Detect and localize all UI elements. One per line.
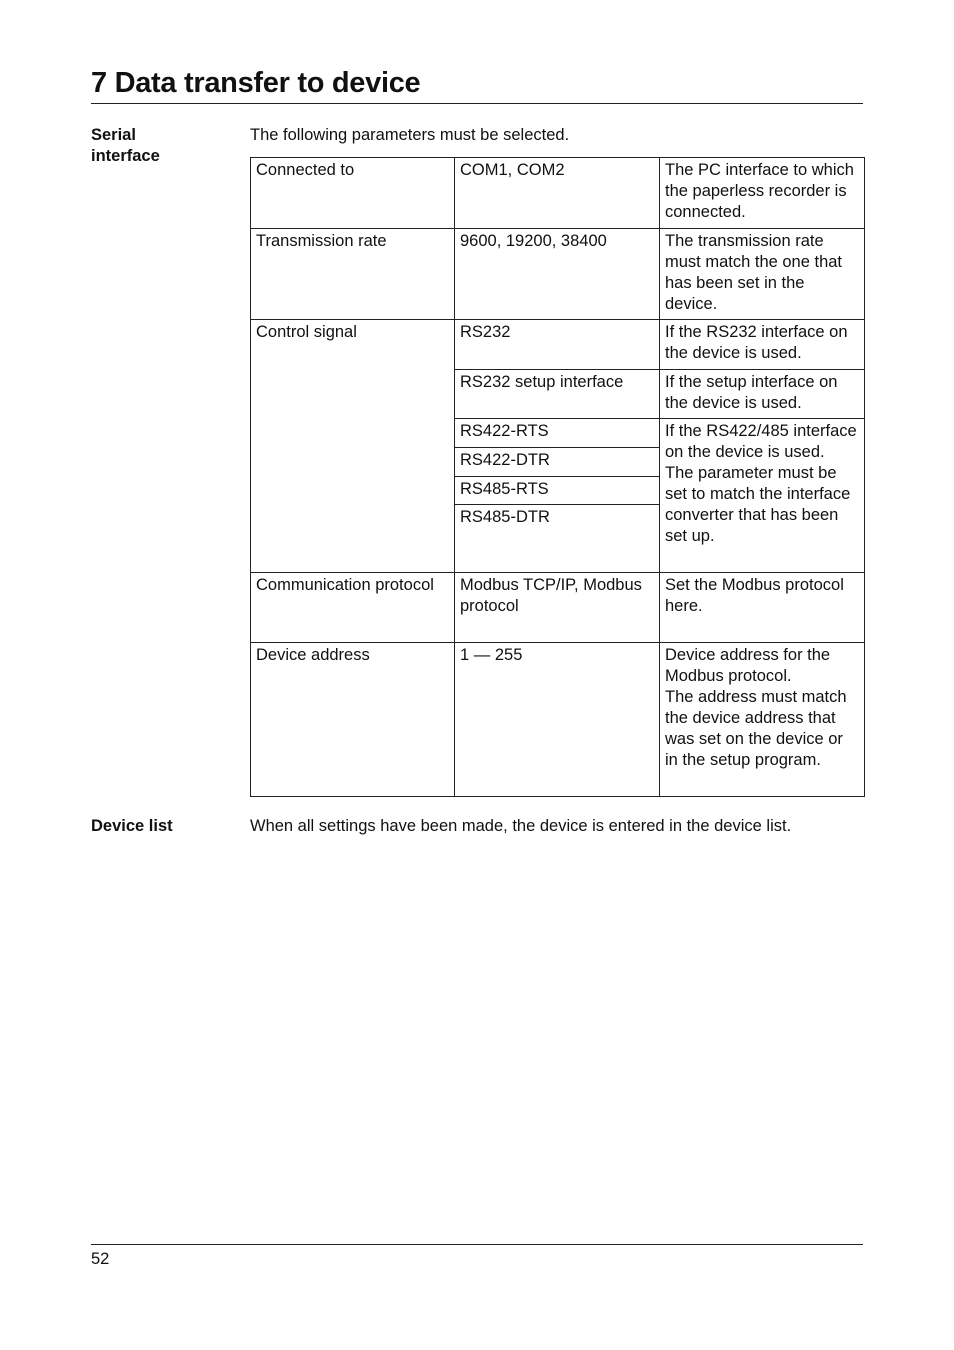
description-cell: If the setup interface on the device is used. xyxy=(660,370,865,419)
values-cell: 9600, 19200, 38400 xyxy=(455,229,660,320)
values-cell: RS232 setup interface xyxy=(455,370,660,419)
param-cell: Communication protocol xyxy=(251,573,455,643)
header-rule xyxy=(91,103,863,104)
page-number: 52 xyxy=(91,1250,110,1268)
values-cell: RS485-RTS xyxy=(455,477,660,505)
description-cell: The transmission rate must match the one that has been set in the device. xyxy=(660,229,865,320)
description-line: The parameter must be set to match the interface converter that has been set up. xyxy=(665,464,851,545)
table-row-communication-protocol xyxy=(251,573,865,643)
serial-interface-label xyxy=(91,125,160,167)
param-cell: Device address xyxy=(251,643,455,797)
description-cell: Set the Modbus protocol here. xyxy=(660,573,865,643)
table-row-control-signal-rs232 xyxy=(251,320,865,370)
param-cell: Connected to xyxy=(251,158,455,229)
description-line: The address must match the device address that was set on the device or in the setup program. xyxy=(665,688,847,769)
values-cell: 1 — 255 xyxy=(455,643,660,797)
description-cell xyxy=(660,419,865,573)
table-row-connected-to xyxy=(251,158,865,229)
values-cell: COM1, COM2 xyxy=(455,158,660,229)
param-cell: Transmission rate xyxy=(251,229,455,320)
values-cell: RS422-RTS xyxy=(455,419,660,448)
description-cell xyxy=(660,643,865,797)
table-row-device-address xyxy=(251,643,865,797)
serial-intro-text: The following parameters must be selected. xyxy=(250,126,570,144)
values-cell: RS485-DTR xyxy=(455,505,660,573)
description-cell: If the RS232 interface on the device is used. xyxy=(660,320,865,370)
values-cell: RS422-DTR xyxy=(455,448,660,477)
values-cell: Modbus TCP/IP, Modbus protocol xyxy=(455,573,660,643)
values-cell: RS232 xyxy=(455,320,660,370)
serial-interface-label-line2: interface xyxy=(91,147,160,165)
table-row-transmission-rate xyxy=(251,229,865,320)
device-list-label: Device list xyxy=(91,817,173,835)
param-cell: Control signal xyxy=(251,320,455,573)
description-cell: The PC interface to which the paperless recorder is connected. xyxy=(660,158,865,229)
description-line: If the RS422/485 interface on the device is used. xyxy=(665,422,857,461)
description-line: Device address for the Modbus protocol. xyxy=(665,646,831,685)
device-list-text: When all settings have been made, the device is entered in the device list. xyxy=(250,817,792,835)
serial-interface-label-line1: Serial xyxy=(91,126,136,144)
chapter-title: 7 Data transfer to device xyxy=(91,67,421,99)
parameter-table xyxy=(250,157,865,797)
footer-rule xyxy=(91,1244,863,1245)
